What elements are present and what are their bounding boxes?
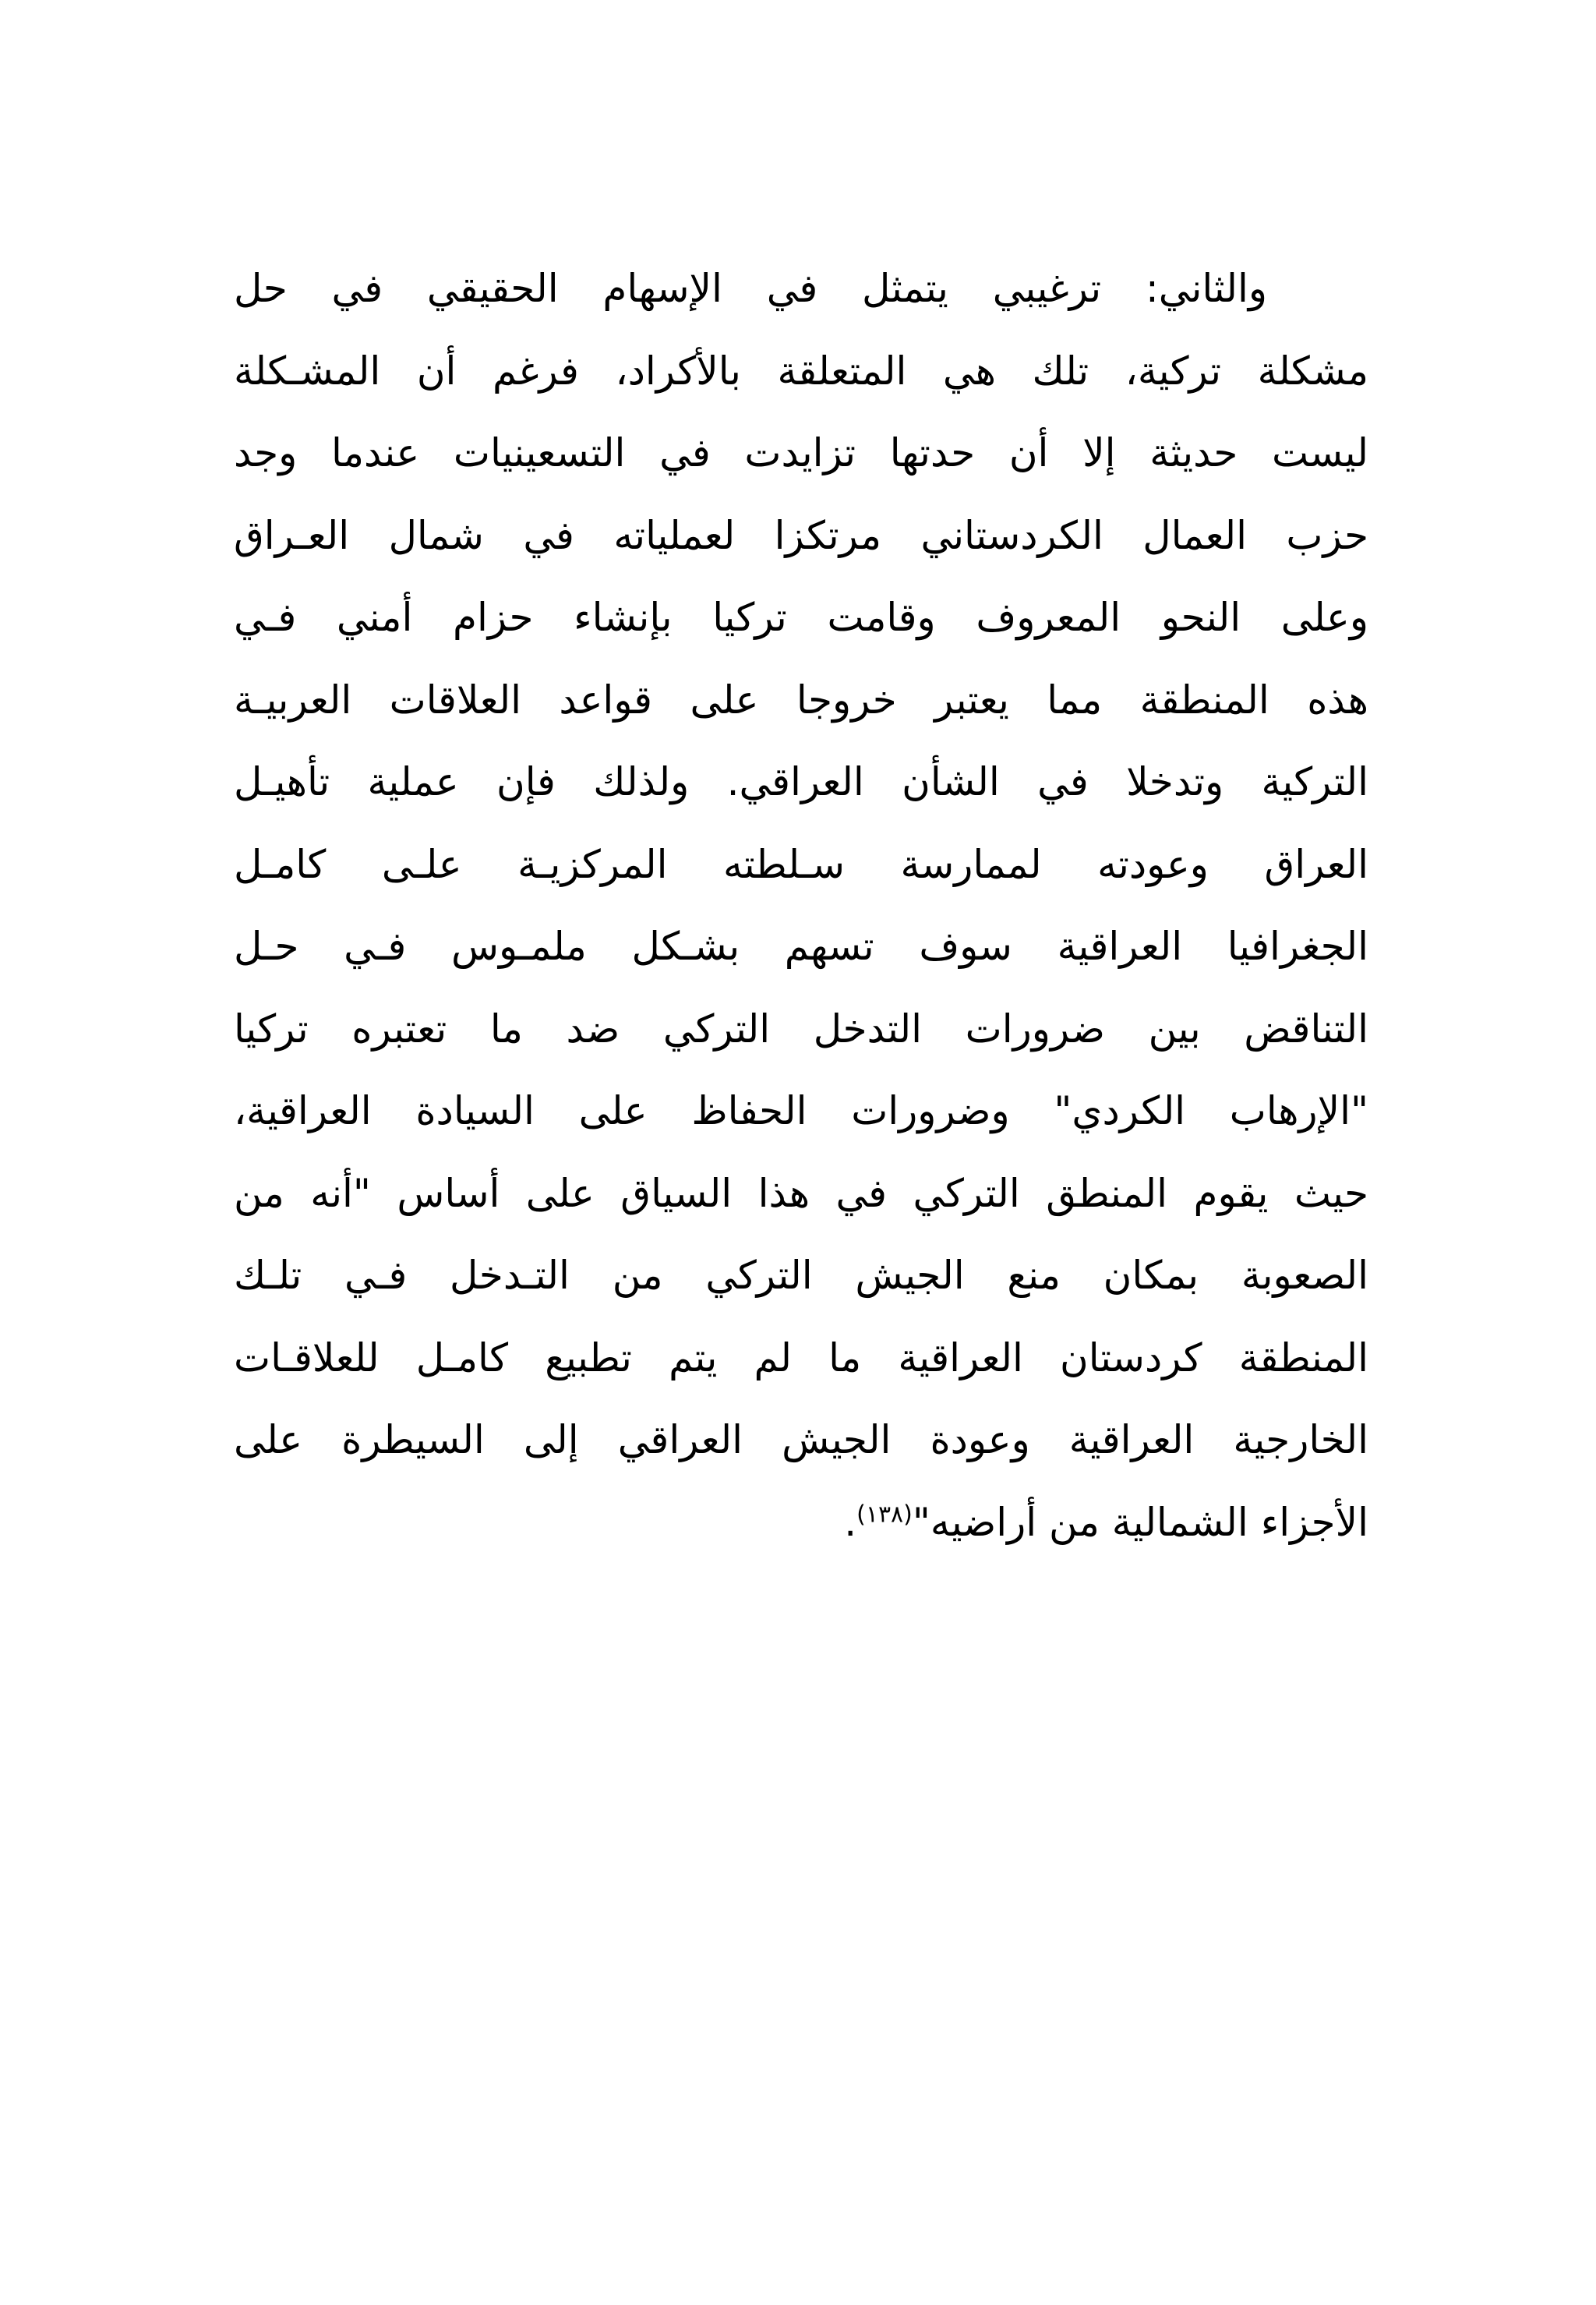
- text-line: والثاني: ترغيبي يتمثل في الإسهام الحقيقي في حل: [234, 266, 1267, 311]
- text-line: حزب العمال الكردستاني مرتكزا لعملياته في شمال العـراق: [234, 512, 1368, 558]
- text-line: وعلى النحو المعروف وقامت تركيا بإنشاء حزام أمني فـي: [234, 595, 1368, 640]
- text-line: مشكلة تركية، تلك هي المتعلقة بالأكراد، فرغم أن المشـكلة: [234, 348, 1368, 394]
- text-line: "الإرهاب الكردي" وضرورات الحفاظ على السيادة العراقية،: [234, 1088, 1368, 1133]
- text-line: هذه المنطقة مما يعتبر خروجا على قواعد العلاقات العربيـة: [234, 677, 1368, 723]
- last-line-text: الأجزاء الشمالية من أراضيه": [912, 1499, 1368, 1545]
- text-line: الصعوبة بمكان منع الجيش التركي من التـدخل فـي تلـك: [234, 1253, 1368, 1298]
- text-line: العراق وعودته لممارسة سـلطته المركزيـة علـى كامـل: [234, 841, 1368, 887]
- last-text-line: [234, 1482, 1368, 1564]
- text-line: الجغرافيا العراقية سوف تسهم بشـكل ملمـوس فـي حـل: [234, 924, 1368, 969]
- text-line: التناقض بين ضرورات التدخل التركي ضد ما تعتبره تركيا: [234, 1006, 1368, 1052]
- text-line: حيث يقوم المنطق التركي في هذا السياق على أساس "أنه من: [234, 1170, 1368, 1216]
- body-text: [234, 248, 1368, 1564]
- text-line: ليست حديثة إلا أن حدتها تزايدت في التسعينيات عندما وجد: [234, 430, 1368, 475]
- last-line-period: .: [844, 1499, 857, 1545]
- text-line: التركية وتدخلا في الشأن العراقي. ولذلك فإن عملية تأهيـل: [234, 759, 1368, 804]
- footnote-reference[interactable]: (١٣٨): [856, 1500, 913, 1528]
- text-line: الخارجية العراقية وعودة الجيش العراقي إلى السيطرة على: [234, 1417, 1368, 1462]
- text-line: المنطقة كردستان العراقية ما لم يتم تطبيع كامـل للعلاقـات: [234, 1335, 1368, 1381]
